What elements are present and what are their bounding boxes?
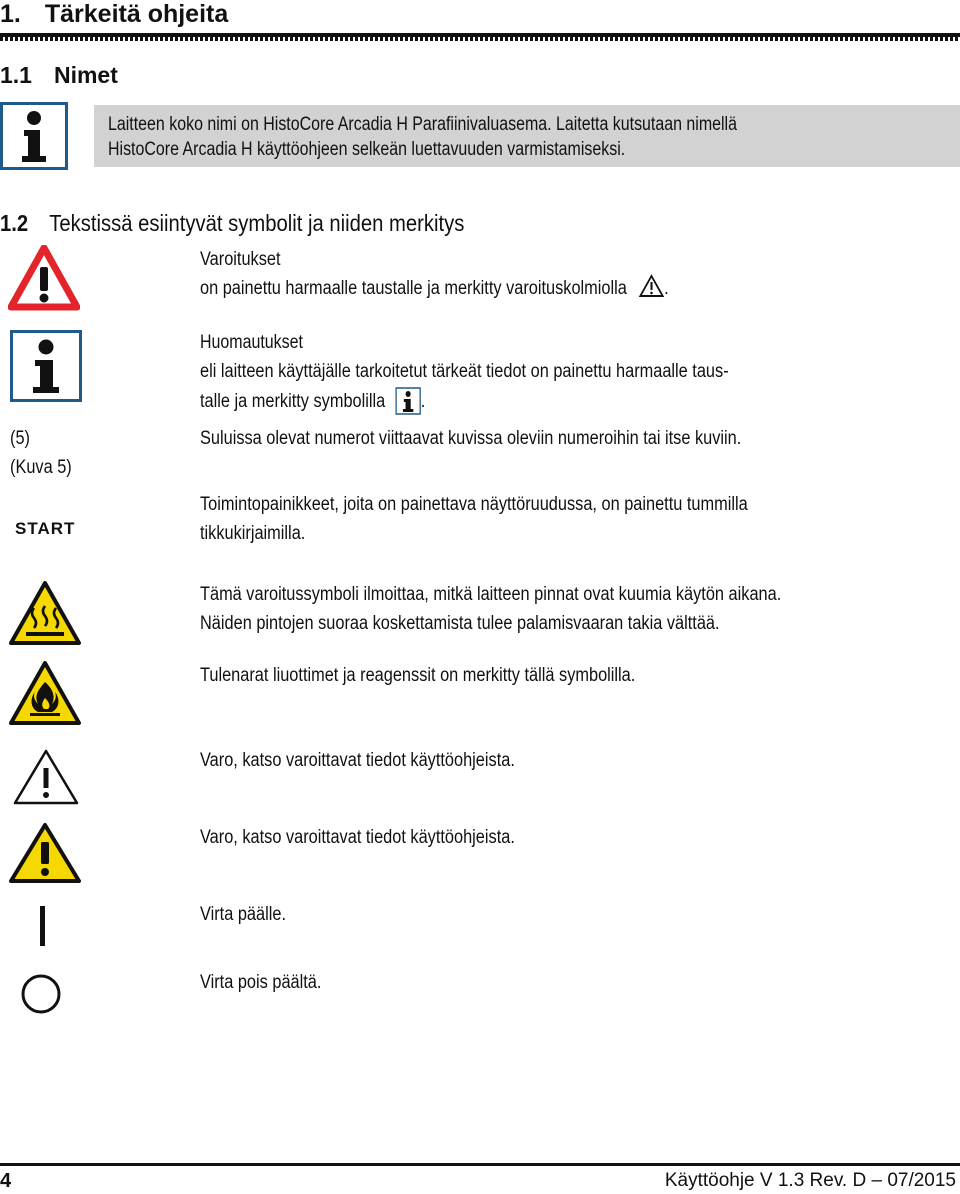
names-line-1: Laitteen koko nimi on HistoCore Arcadia H Parafiinivaluasema. Laitetta kutsutaan nimellä [108, 114, 737, 135]
power-off-icon [21, 974, 61, 1014]
info-icon [10, 330, 82, 402]
hot-surface-line-1: Tämä varoitussymboli ilmoittaa, mitkä laitteen pinnat ovat kuumia käytön aikana. [200, 584, 782, 605]
warnings-text [200, 274, 669, 307]
warning-triangle-small-icon [638, 274, 664, 307]
notes-line-1: eli laitteen käyttäjälle tarkoitetut tärkeät tiedot on painettu harmaalle taus- [200, 361, 729, 382]
start-line-2: tikkukirjaimilla. [200, 523, 306, 544]
power-off-text: Virta pois päältä. [200, 972, 322, 993]
hot-surface-icon [8, 580, 82, 646]
start-line-1: Toimintopainikkeet, joita on painettava näyttöruudussa, on painettu tummilla [200, 494, 748, 515]
figure-ref-text: Suluissa olevat numerot viittaavat kuvissa oleviin numeroihin tai itse kuviin. [200, 428, 742, 449]
footer-rule [0, 1163, 960, 1166]
caution-text-2: Varo, katso varoittavat tiedot käyttöohjeista. [200, 827, 515, 848]
figure-ref-number: (5) [10, 428, 30, 449]
heading-rule [0, 33, 960, 41]
section-heading-1 [0, 0, 228, 29]
names-line-2: HistoCore Arcadia H käyttöohjeen selkeän luettavuuden varmistamiseksi. [108, 139, 626, 160]
power-on-icon [40, 906, 45, 946]
start-label: START [15, 519, 76, 538]
section-number: 1.2 [0, 210, 29, 236]
section-title: Nimet [53, 62, 118, 88]
notes-end: . [420, 391, 426, 412]
page-number: 4 [0, 1170, 12, 1192]
info-small-icon [395, 387, 421, 424]
section-number: 1. [0, 0, 21, 28]
document-version: Käyttöohje V 1.3 Rev. D – 07/2015 [664, 1170, 956, 1191]
power-on-text: Virta päälle. [200, 904, 286, 925]
warnings-text-body: on painettu harmaalle taustalle ja merkitty varoituskolmiolla [200, 278, 627, 299]
section-heading-1-2 [0, 210, 464, 237]
flammable-text: Tulenarat liuottimet ja reagenssit on merkitty tällä symbolilla. [200, 665, 636, 686]
section-title: Tekstissä esiintyvät symbolit ja niiden merkitys [49, 210, 465, 236]
caution-yellow-icon [8, 822, 82, 884]
info-icon [0, 102, 68, 170]
warnings-heading: Varoitukset [200, 249, 281, 270]
section-title: Tärkeitä ohjeita [44, 0, 229, 28]
section-number: 1.1 [0, 62, 32, 88]
warning-triangle-icon [8, 245, 80, 311]
flammable-icon [8, 660, 82, 726]
warnings-end: . [664, 278, 669, 299]
caution-text-1: Varo, katso varoittavat tiedot käyttöohjeista. [200, 750, 515, 771]
notes-line-2-body: talle ja merkitty symbolilla [200, 391, 386, 412]
hot-surface-line-2: Näiden pintojen suoraa koskettamista tulee palamisvaaran takia välttää. [200, 613, 720, 634]
caution-outline-icon [12, 748, 80, 806]
section-heading-1-1 [0, 62, 118, 89]
notes-heading: Huomautukset [200, 332, 303, 353]
figure-ref-figure: (Kuva 5) [10, 457, 72, 478]
notes-line-2 [200, 387, 425, 424]
